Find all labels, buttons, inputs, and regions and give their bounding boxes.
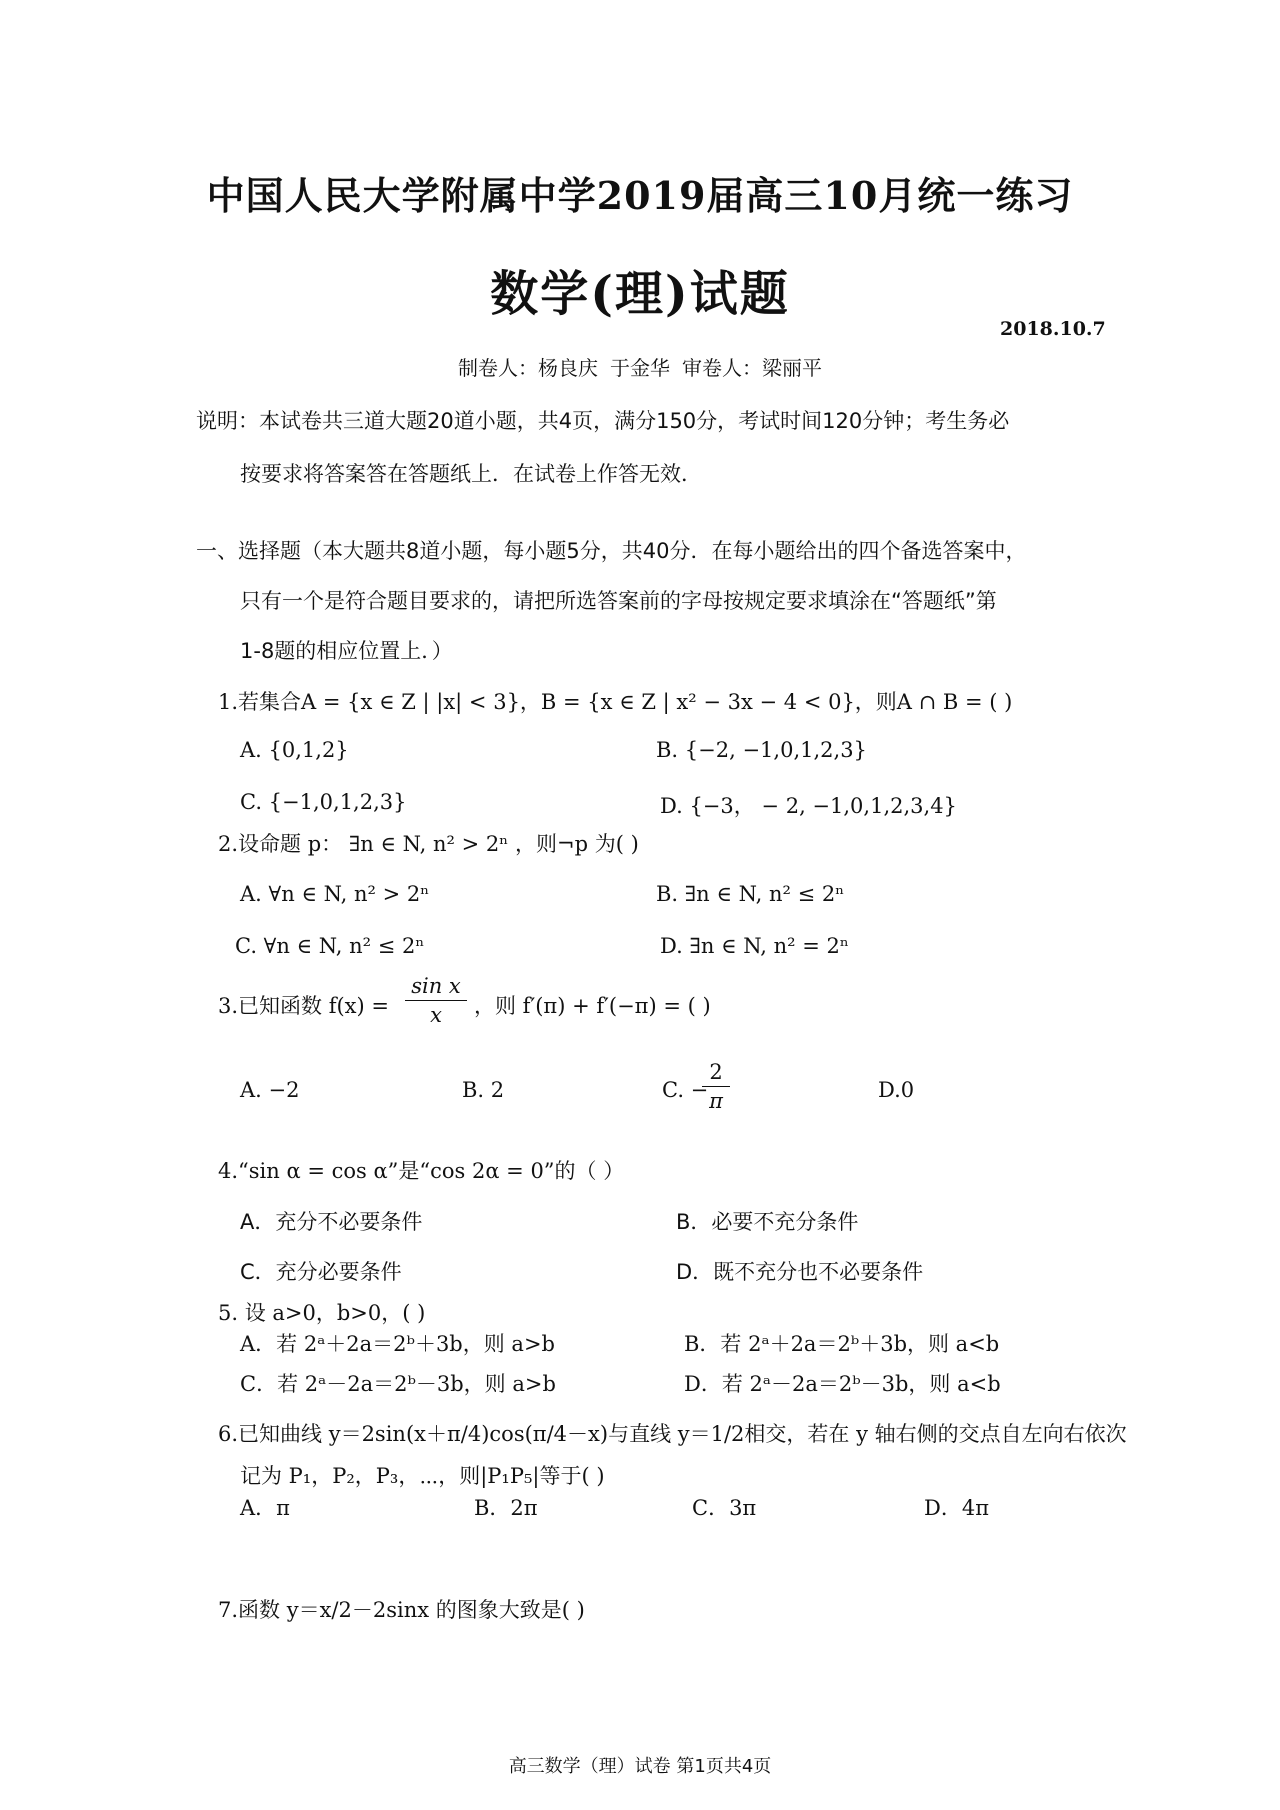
page-footer: 高三数学（理）试卷 第1页共4页 [508, 1756, 772, 1777]
subject-title: 数学(理)试题 [490, 266, 790, 322]
q7-stem: 7.函数 y＝x/2－2sinx 的图象大致是( ) [218, 1598, 585, 1622]
q6-option-d: D．4π [924, 1496, 989, 1520]
q4-option-a: A．充分不必要条件 [240, 1210, 423, 1234]
q3-fraction [405, 974, 467, 1027]
q3-frac-denominator: x [430, 1003, 442, 1027]
q2-stem: 2.设命题 p： ∃n ∈ N, n² > 2ⁿ ，则¬p 为( ) [218, 832, 639, 856]
section1-line-1: 一、选择题（本大题共8道小题，每小题5分，共40分．在每小题给出的四个备选答案中， [196, 539, 1027, 563]
q3-stem-prefix: 3.已知函数 f(x) = [218, 994, 389, 1018]
section1-line-3: 1-8题的相应位置上．） [240, 639, 453, 663]
q3-option-c-prefix: C. − [662, 1078, 709, 1102]
q3-c-numerator: 2 [702, 1060, 730, 1087]
q3-option-c-fraction [702, 1060, 730, 1113]
q2-option-b: B. ∃n ∈ N, n² ≤ 2ⁿ [656, 882, 845, 906]
q1-option-b: B. {−2, −1,0,1,2,3} [656, 738, 867, 762]
q1-option-a: A. {0,1,2} [240, 738, 349, 762]
q1-option-d: D. {−3， − 2, −1,0,1,2,3,4} [660, 794, 957, 818]
q4-option-c: C．充分必要条件 [240, 1260, 402, 1284]
exam-date: 2018.10.7 [1000, 318, 1106, 340]
q6-option-b: B．2π [474, 1496, 538, 1520]
instructions-line-2: 按要求将答案答在答题纸上．在试卷上作答无效． [240, 462, 702, 486]
section1-line-2: 只有一个是符合题目要求的，请把所选答案前的字母按规定要求填涂在“答题纸”第 [240, 589, 997, 613]
q4-stem: 4.“sin α = cos α”是“cos 2α = 0”的（ ） [218, 1159, 625, 1183]
q3-option-d: D.0 [878, 1078, 915, 1102]
q4-option-d: D．既不充分也不必要条件 [676, 1260, 924, 1284]
q6-stem-line-1: 6.已知曲线 y＝2sin(x＋π/4)cos(π/4－x)与直线 y＝1/2相交，若在 y 轴右侧的交点自左向右依次 [218, 1422, 1127, 1446]
q4-option-b: B．必要不充分条件 [676, 1210, 859, 1234]
authors-line: 制卷人：杨良庆 于金华 审卷人：梁丽平 [457, 356, 823, 380]
q5-option-a: A．若 2ᵃ＋2a＝2ᵇ＋3b，则 a>b [240, 1332, 555, 1356]
q5-option-b: B．若 2ᵃ＋2a＝2ᵇ＋3b，则 a<b [684, 1332, 1000, 1356]
school-title: 中国人民大学附属中学2019届高三10月统一练习 [206, 173, 1074, 218]
q5-stem: 5. 设 a>0，b>0，( ) [218, 1301, 426, 1325]
q1-stem: 1.若集合A = {x ∈ Z | |x| < 3}，B = {x ∈ Z | x² − 3x − 4 < 0}，则A ∩ B = ( ) [218, 690, 1013, 714]
q3-c-denominator: π [709, 1089, 723, 1113]
instructions-line-1: 说明：本试卷共三道大题20道小题，共4页，满分150分，考试时间120分钟；考生务必 [196, 409, 1010, 433]
q3-option-a: A. −2 [240, 1078, 300, 1102]
q2-option-a: A. ∀n ∈ N, n² > 2ⁿ [240, 882, 430, 906]
q1-option-c: C. {−1,0,1,2,3} [240, 790, 407, 814]
q2-option-d: D. ∃n ∈ N, n² = 2ⁿ [660, 934, 849, 958]
q6-stem-line-2: 记为 P₁，P₂，P₃，⋯，则|P₁P₅|等于( ) [240, 1464, 605, 1488]
q3-frac-numerator: sin x [405, 974, 467, 1001]
q3-stem-suffix: ，则 f′(π) + f′(−π) = ( ) [474, 994, 711, 1018]
q5-option-c: C．若 2ᵃ－2a＝2ᵇ－3b，则 a>b [240, 1372, 556, 1396]
q6-option-c: C．3π [692, 1496, 757, 1520]
q6-option-a: A．π [240, 1496, 290, 1520]
q5-option-d: D．若 2ᵃ－2a＝2ᵇ－3b，则 a<b [684, 1372, 1001, 1396]
q2-option-c: C. ∀n ∈ N, n² ≤ 2ⁿ [235, 934, 425, 958]
q3-option-b: B. 2 [462, 1078, 505, 1102]
